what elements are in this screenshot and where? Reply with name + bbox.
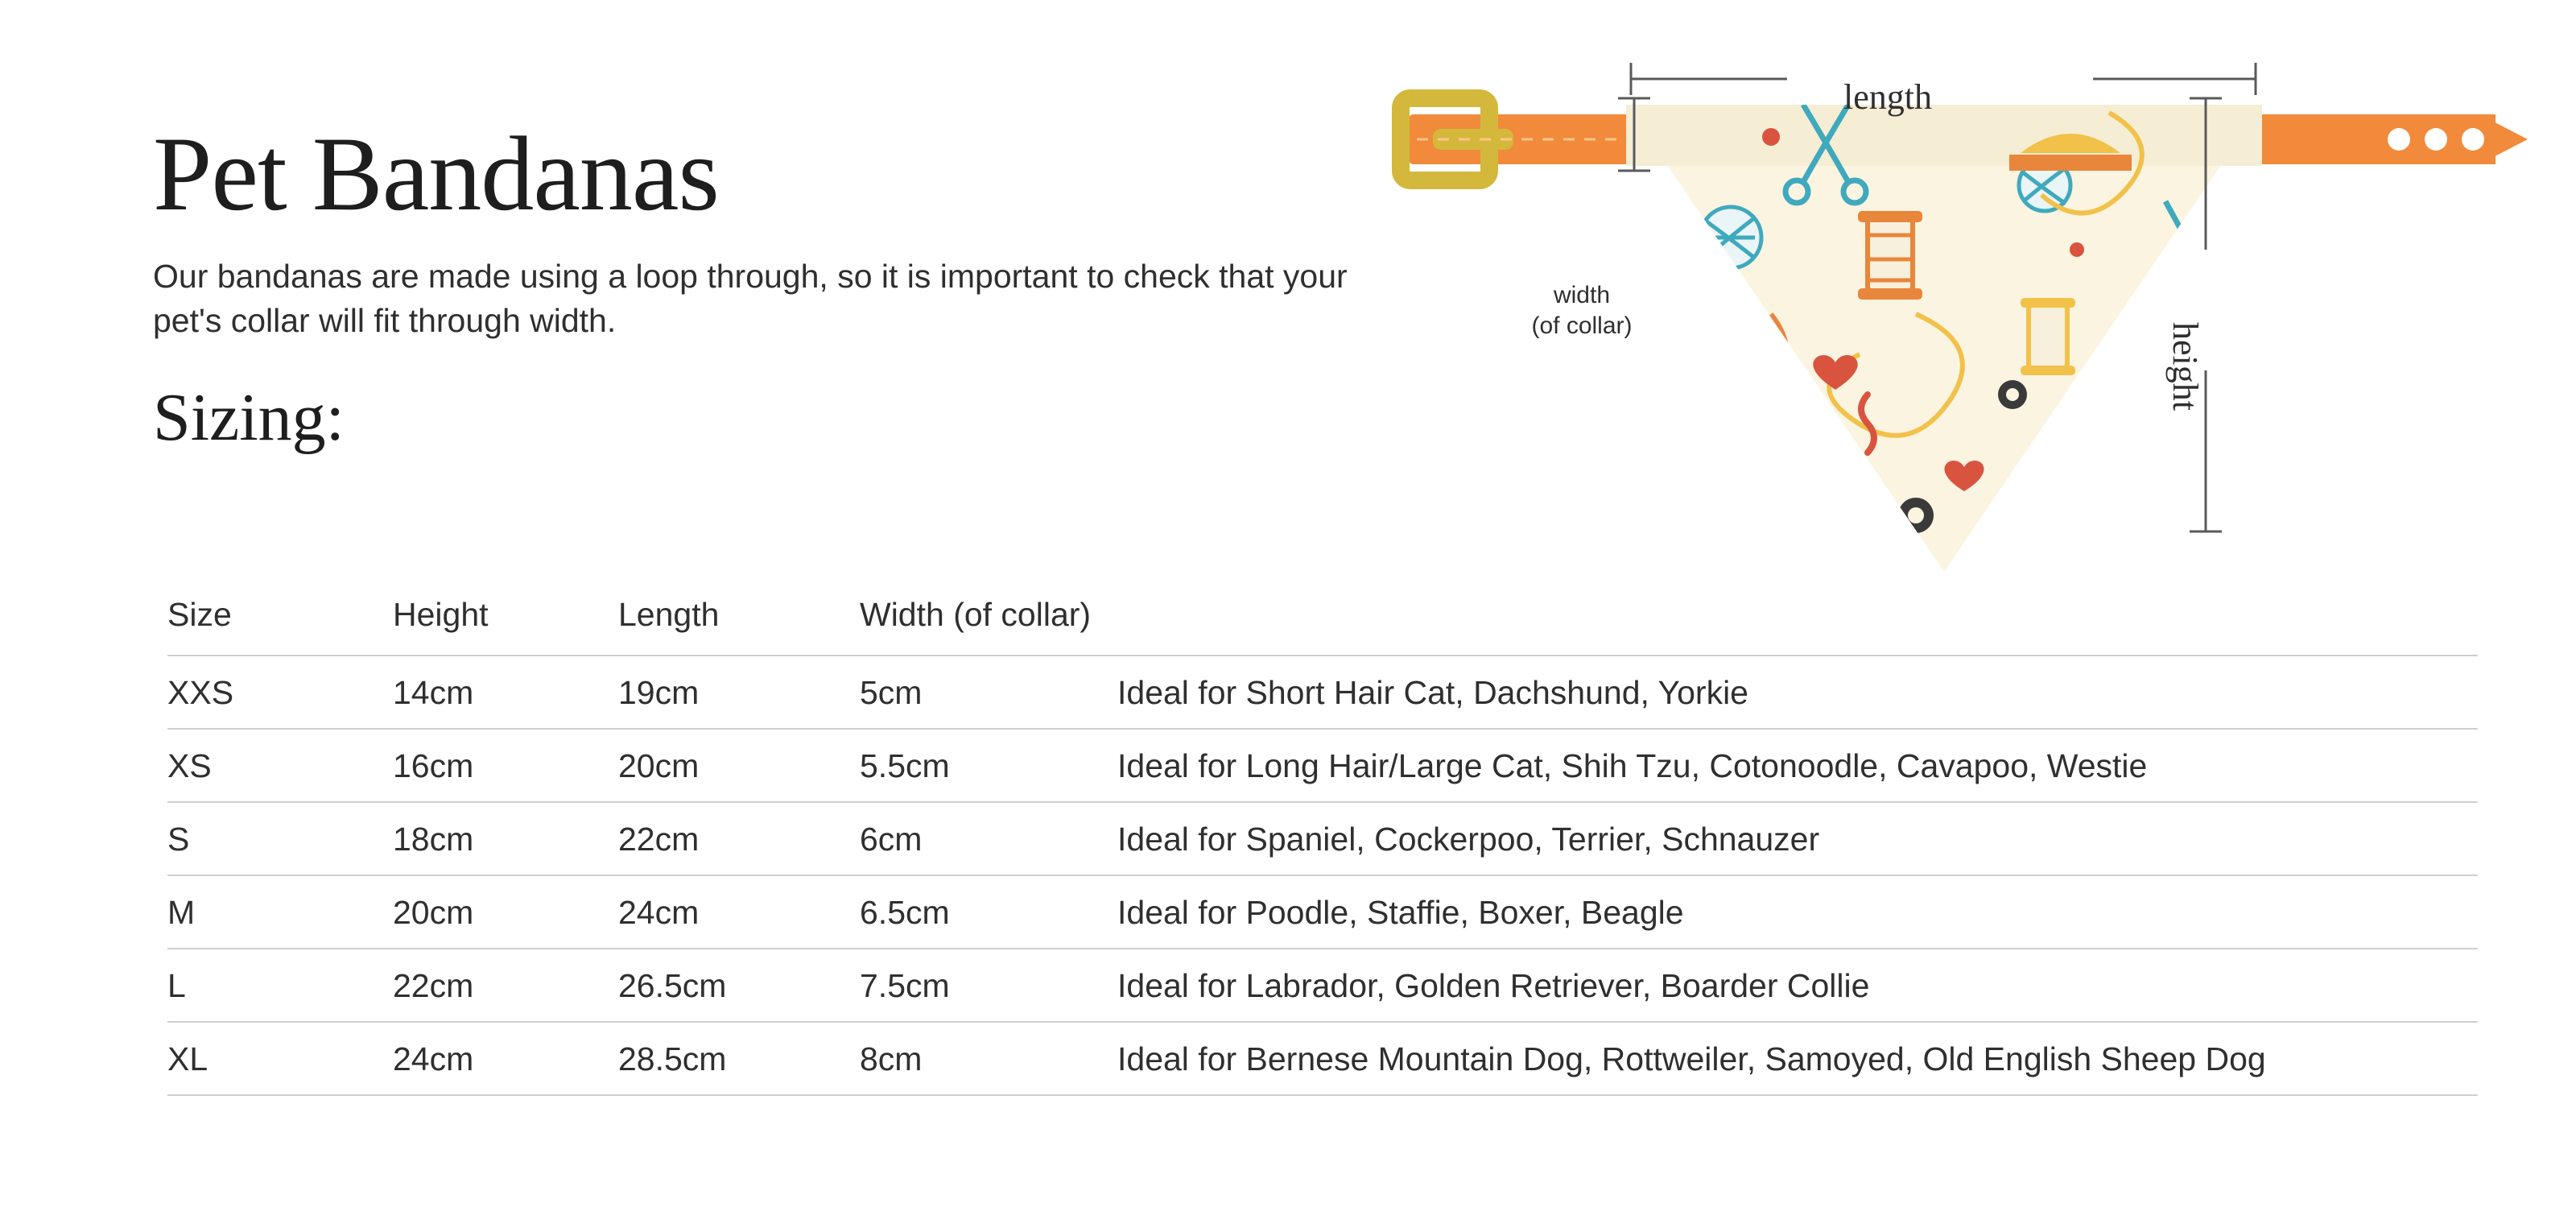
table-row [167,875,2478,949]
cell-width: 7.5cm [860,949,1117,1022]
table-header-row [167,596,2478,655]
cell-size: XXS [167,655,393,729]
intro-paragraph: Our bandanas are made using a loop through, so it is important to check that your pet's collar will fit through width. [153,258,1348,339]
cell-width: 8cm [860,1022,1117,1095]
label-width-line1: width [1553,282,1611,308]
cell-size: M [167,875,393,949]
spool-icon [1858,211,1922,300]
table-row [167,655,2478,729]
cell-length: 20cm [618,729,860,802]
label-length: length [1843,77,1932,117]
cell-ideal: Ideal for Labrador, Golden Retriever, Boarder Collie [1117,949,2478,1022]
table-row [167,1022,2478,1095]
bandana-body [1626,97,2380,572]
cell-size: S [167,802,393,875]
page-title: Pet Bandanas [153,114,719,233]
cell-ideal: Ideal for Poodle, Staffie, Boxer, Beagle [1117,875,2478,949]
cell-height: 20cm [393,875,618,949]
column-header-length: Length [618,596,720,633]
label-width-line2: (of collar) [1531,312,1633,339]
cell-height: 18cm [393,802,618,875]
cell-height: 24cm [393,1022,618,1095]
cell-height: 16cm [393,729,618,802]
cell-length: 24cm [618,875,860,949]
label-height: height [2165,322,2205,411]
table-row [167,949,2478,1022]
cell-height: 14cm [393,655,618,729]
cell-ideal: Ideal for Short Hair Cat, Dachshund, Yorkie [1117,655,2478,729]
cell-ideal: Ideal for Long Hair/Large Cat, Shih Tzu, Cotonoodle, Cavapoo, Westie [1117,729,2478,802]
cell-width: 5.5cm [860,729,1117,802]
cell-size: XL [167,1022,393,1095]
thimble-icon [2017,477,2079,548]
table-row [167,802,2478,875]
cell-width: 5cm [860,655,1117,729]
cell-length: 26.5cm [618,949,860,1022]
cell-width: 6.5cm [860,875,1117,949]
cell-length: 19cm [618,655,860,729]
column-header-size: Size [167,596,232,633]
column-header-width: Width (of collar) [860,596,1092,633]
cell-length: 22cm [618,802,860,875]
sizing-heading: Sizing: [153,380,345,456]
intro-block [153,114,1409,456]
cell-size: L [167,949,393,1022]
length-dimension-line [1631,63,2256,95]
cell-length: 28.5cm [618,1022,860,1095]
cell-height: 22cm [393,949,618,1022]
column-header-height: Height [393,596,489,633]
cell-ideal: Ideal for Spaniel, Cockerpoo, Terrier, Schnauzer [1117,802,2478,875]
cell-width: 6cm [860,802,1117,875]
cell-ideal: Ideal for Bernese Mountain Dog, Rottweiler, Samoyed, Old English Sheep Dog [1117,1022,2478,1095]
table-row [167,729,2478,802]
label-width [1493,280,1670,341]
sizing-table [167,596,2478,1096]
cell-size: XS [167,729,393,802]
column-header-ideal [1117,596,2478,655]
